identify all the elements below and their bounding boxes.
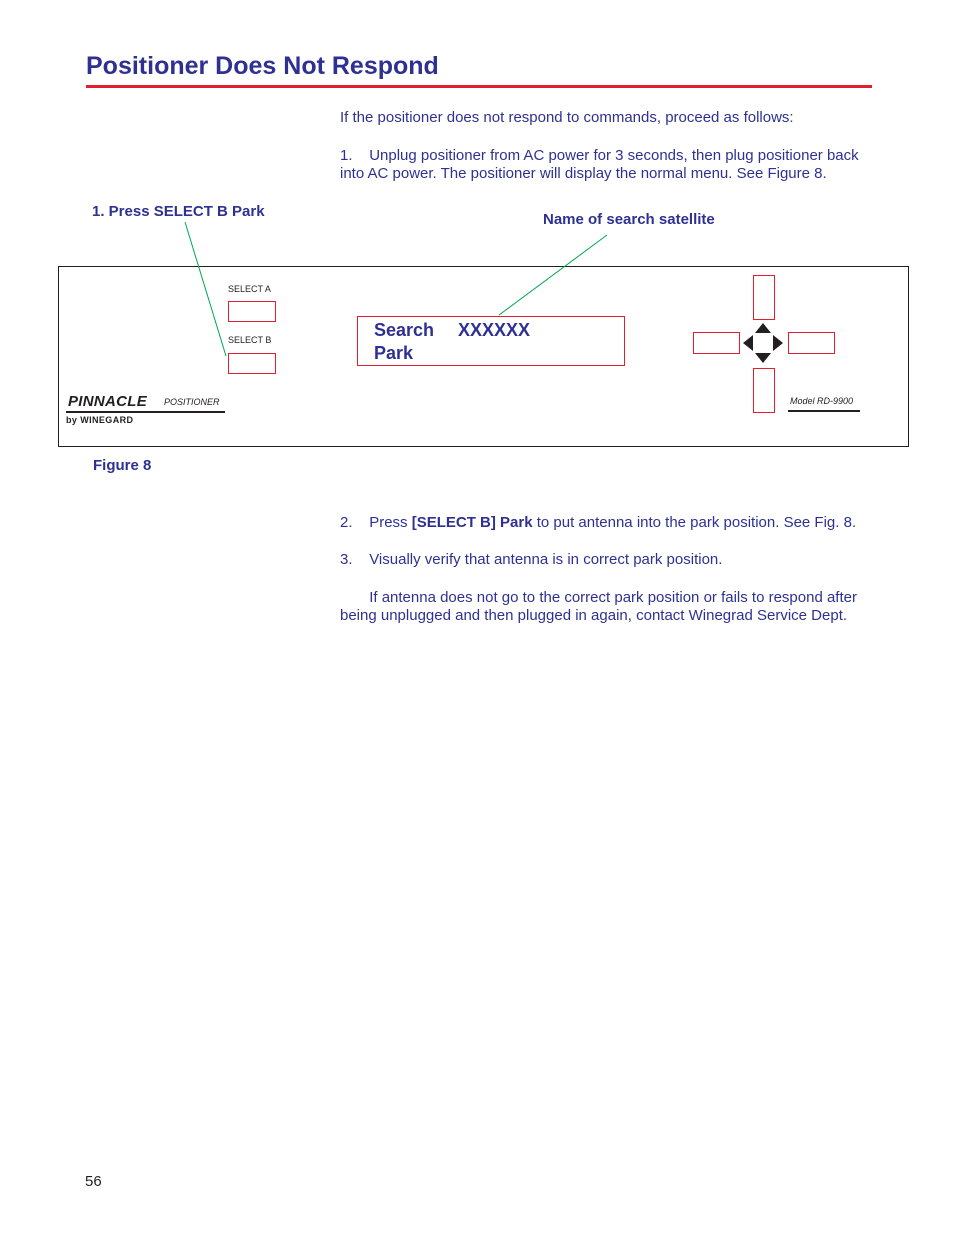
- display-park-word: Park: [374, 343, 414, 363]
- step-1-number: 1.: [340, 147, 353, 164]
- brand-logo-name: PINNACLE: [68, 393, 148, 410]
- page-title: Positioner Does Not Respond: [86, 52, 439, 80]
- up-button[interactable]: [753, 275, 775, 320]
- step-2: [340, 514, 900, 532]
- select-b-label: SELECT B: [228, 335, 272, 345]
- service-note: [340, 589, 880, 625]
- title-underline: [86, 85, 872, 88]
- page-number: 56: [85, 1173, 102, 1190]
- down-button[interactable]: [753, 368, 775, 413]
- step-2-number: 2.: [340, 514, 353, 531]
- step-2-text-before: Press: [369, 514, 412, 531]
- brand-by-line: by WINEGARD: [66, 415, 134, 425]
- step-2-text-after: to put antenna into the park position. See Fig. 8.: [532, 514, 857, 531]
- select-a-button[interactable]: [228, 301, 276, 322]
- display-search-word: Search: [374, 320, 435, 340]
- select-a-label: SELECT A: [228, 284, 271, 294]
- display-satellite-name: XXXXXX: [458, 320, 531, 340]
- callout-press-select-b: 1. Press SELECT B Park: [92, 203, 265, 220]
- figure-caption: Figure 8: [93, 457, 152, 474]
- step-3: [340, 551, 900, 569]
- step-3-text: Visually verify that antenna is in correct park position.: [369, 551, 723, 568]
- brand-underline: [66, 411, 225, 413]
- brand-logo-subtitle: POSITIONER: [164, 397, 220, 407]
- step-1: [340, 147, 880, 183]
- step-1-text: Unplug positioner from AC power for 3 seconds, then plug positioner back into AC power. The positioner will display the normal menu. See Figure 8.: [340, 147, 859, 182]
- model-underline: [788, 410, 860, 412]
- model-label: Model RD-9900: [790, 396, 854, 406]
- intro-paragraph: If the positioner does not respond to commands, proceed as follows:: [340, 109, 794, 126]
- left-button[interactable]: [693, 332, 740, 354]
- callout-search-satellite: Name of search satellite: [543, 211, 715, 228]
- right-button[interactable]: [788, 332, 835, 354]
- service-note-text: If antenna does not go to the correct park position or fails to respond after being unplugged and then plugged in again, contact Winegrad Service Dept.: [340, 589, 857, 624]
- select-b-button[interactable]: [228, 353, 276, 374]
- step-3-number: 3.: [340, 551, 353, 568]
- step-2-bold-command: [SELECT B] Park: [411, 514, 533, 531]
